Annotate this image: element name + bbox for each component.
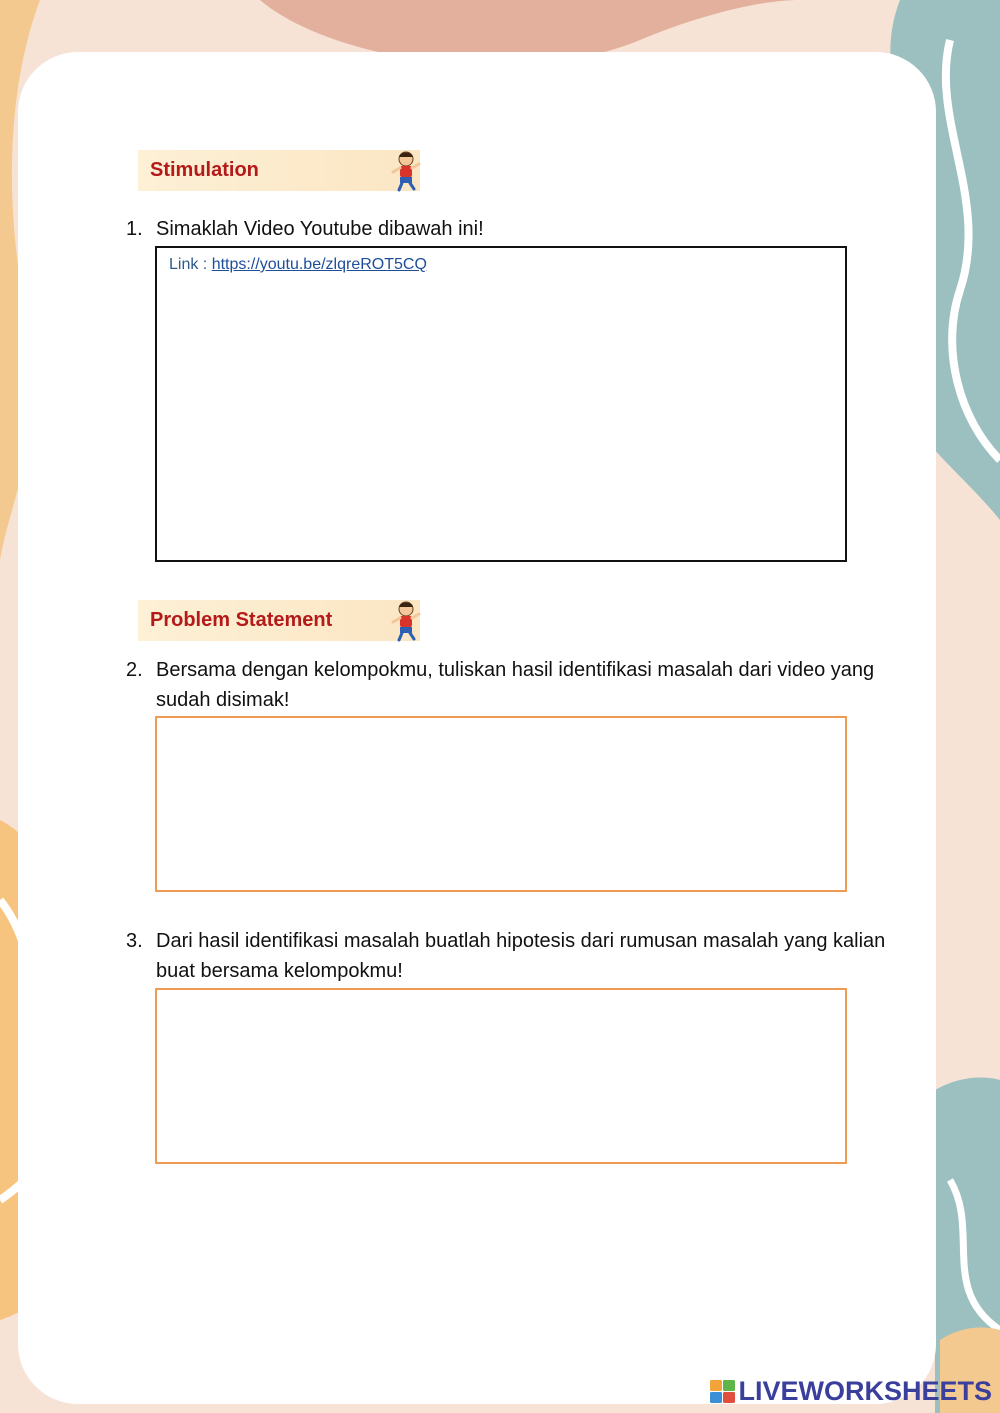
video-box xyxy=(155,246,847,562)
question-3-number: 3. xyxy=(126,930,143,952)
problem-statement-label xyxy=(138,600,420,641)
liveworksheets-logo xyxy=(710,1376,992,1407)
boy-mascot-icon xyxy=(390,150,422,192)
question-1-number: 1. xyxy=(126,218,143,240)
stimulation-label xyxy=(138,150,420,191)
question-3-text: Dari hasil identifikasi masalah buatlah hipotesis dari rumusan masalah yang kalian buat bersama kelompokmu! xyxy=(156,930,886,982)
stimulation-label-text: Stimulation xyxy=(150,159,259,181)
question-2-number: 2. xyxy=(126,659,143,681)
boy-mascot-icon xyxy=(390,600,422,642)
liveworksheets-mark-icon xyxy=(710,1380,736,1404)
answer-box-3[interactable] xyxy=(155,988,847,1164)
question-1-text: Simaklah Video Youtube dibawah ini! xyxy=(156,218,484,240)
problem-statement-label-text: Problem Statement xyxy=(150,609,333,631)
question-1 xyxy=(126,214,886,244)
question-2-text: Bersama dengan kelompokmu, tuliskan hasil identifikasi masalah dari video yang sudah disimak! xyxy=(156,659,875,711)
video-link-line xyxy=(169,256,427,274)
question-2 xyxy=(126,655,886,715)
video-link[interactable]: https://youtu.be/zlqreROT5CQ xyxy=(211,256,427,273)
video-link-prefix: Link : xyxy=(169,256,212,273)
question-3 xyxy=(126,926,886,986)
answer-box-2[interactable] xyxy=(155,716,847,892)
liveworksheets-brand: LIVEWORKSHEETS xyxy=(738,1376,992,1406)
